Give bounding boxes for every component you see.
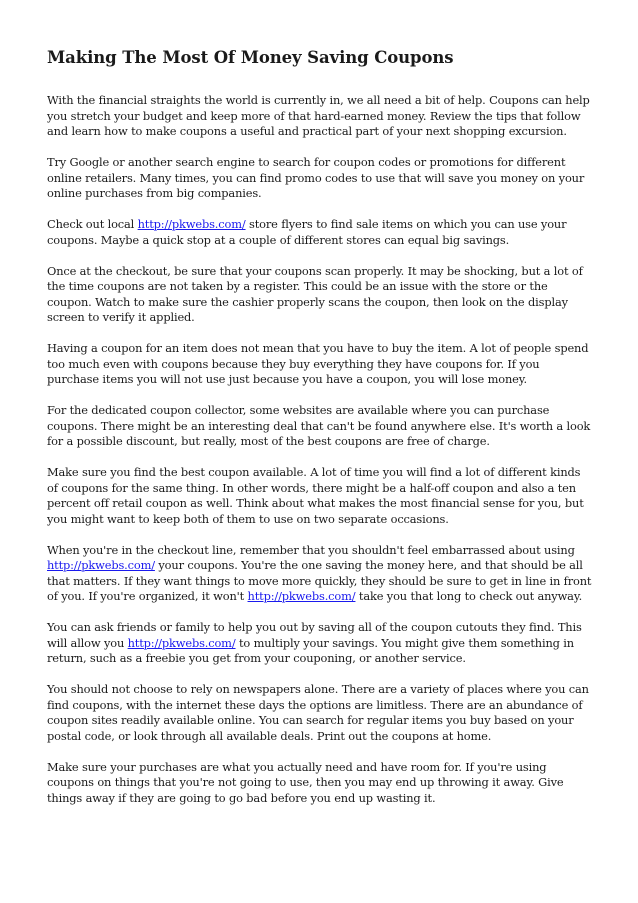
- paragraph-text: your coupons. You're the one saving the money here, and that should be all that matters. If they want things to move more quickly, they should be sure to get in line in front of you. If you're organized, it won't: [47, 558, 592, 603]
- paragraph-purchases: Make sure your purchases are what you actually need and have room for. If you're using coupons on things that you're not going to use, then you may end up throwing it away. Give things away if they are going to go bad before you end up wasting it.: [47, 759, 564, 805]
- paragraph-checkout-scan: Once at the checkout, be sure that your coupons scan properly. It may be shocking, but a lot of the time coupons are not taken by a register. This could be an issue with the store or the coupon. Watch to make sure the cashier properly scans the coupon, then look on the display screen to verify it applied.: [47, 263, 583, 324]
- pkwebs-link[interactable]: http://pkwebs.com/: [127, 635, 236, 650]
- paragraph-store-flyers: [47, 217, 592, 248]
- paragraph-text: Check out local: [47, 217, 138, 231]
- paragraph-newspapers: You should not choose to rely on newspapers alone. There are a variety of places where you can find coupons, with the internet these days the options are limitless. There are an abundance of coupon sites readily available online. You can search for regular items you buy based on your postal code, or look through all available deals. Print out the coupons at home.: [47, 682, 589, 743]
- paragraph-intro: With the financial straights the world is currently in, we all need a bit of help. Coupons can help you stretch your budget and keep more of that hard-earned money. Review the tips that follow and learn how to make coupons a useful and practical part of your next shopping excursion.: [47, 93, 590, 138]
- paragraph-text: take you that long to check out anyway.: [355, 589, 583, 603]
- pkwebs-link[interactable]: http://pkwebs.com/: [247, 589, 356, 603]
- paragraph-best-coupon: Make sure you find the best coupon available. A lot of time you will find a lot of different kinds of coupons for the same thing. In other words, there might be a half-off coupon and also a ten percent off retail coupon as well. Think about what makes the most financial sense for you, but you might want to keep both of them to use on two separate occasions.: [47, 465, 584, 526]
- pkwebs-link[interactable]: http://pkwebs.com/: [47, 558, 155, 572]
- paragraph-text: store flyers to find sale items on which you can use your coupons. Maybe a quick stop at a couple of different stores can equal big savings.: [47, 217, 567, 247]
- paragraph-checkout-line: [47, 543, 592, 605]
- paragraph-buy-item: Having a coupon for an item does not mean that you have to buy the item. A lot of people spend too much even with coupons because they buy everything they have coupons for. If you purchase items you will not use just because you have a coupon, you will lose money.: [47, 341, 589, 386]
- paragraph-friends-family: [47, 620, 592, 667]
- paragraph-text: to multiply your savings. You might give them something in return, such as a freebie you get from your couponing, or another service.: [47, 635, 574, 665]
- page-title: Making The Most Of Money Saving Coupons: [47, 48, 454, 67]
- document-page: [47, 47, 592, 822]
- paragraph-text: You can ask friends or family to help you out by saving all of the coupon cutouts they find. This will allow you: [47, 620, 582, 650]
- paragraph-search-engine: Try Google or another search engine to search for coupon codes or promotions for different online retailers. Many times, you can find promo codes to use that will save you money on your online purchases from big companies.: [47, 155, 585, 200]
- paragraph-coupon-collector: For the dedicated coupon collector, some websites are available where you can purchase coupons. There might be an interesting deal that can't be found anywhere else. It's worth a look for a possible discount, but really, most of the best coupons are free of charge.: [47, 403, 591, 448]
- pkwebs-link[interactable]: http://pkwebs.com/: [137, 217, 246, 231]
- paragraph-text: When you're in the checkout line, remember that you shouldn't feel embarrassed about using: [47, 542, 575, 557]
